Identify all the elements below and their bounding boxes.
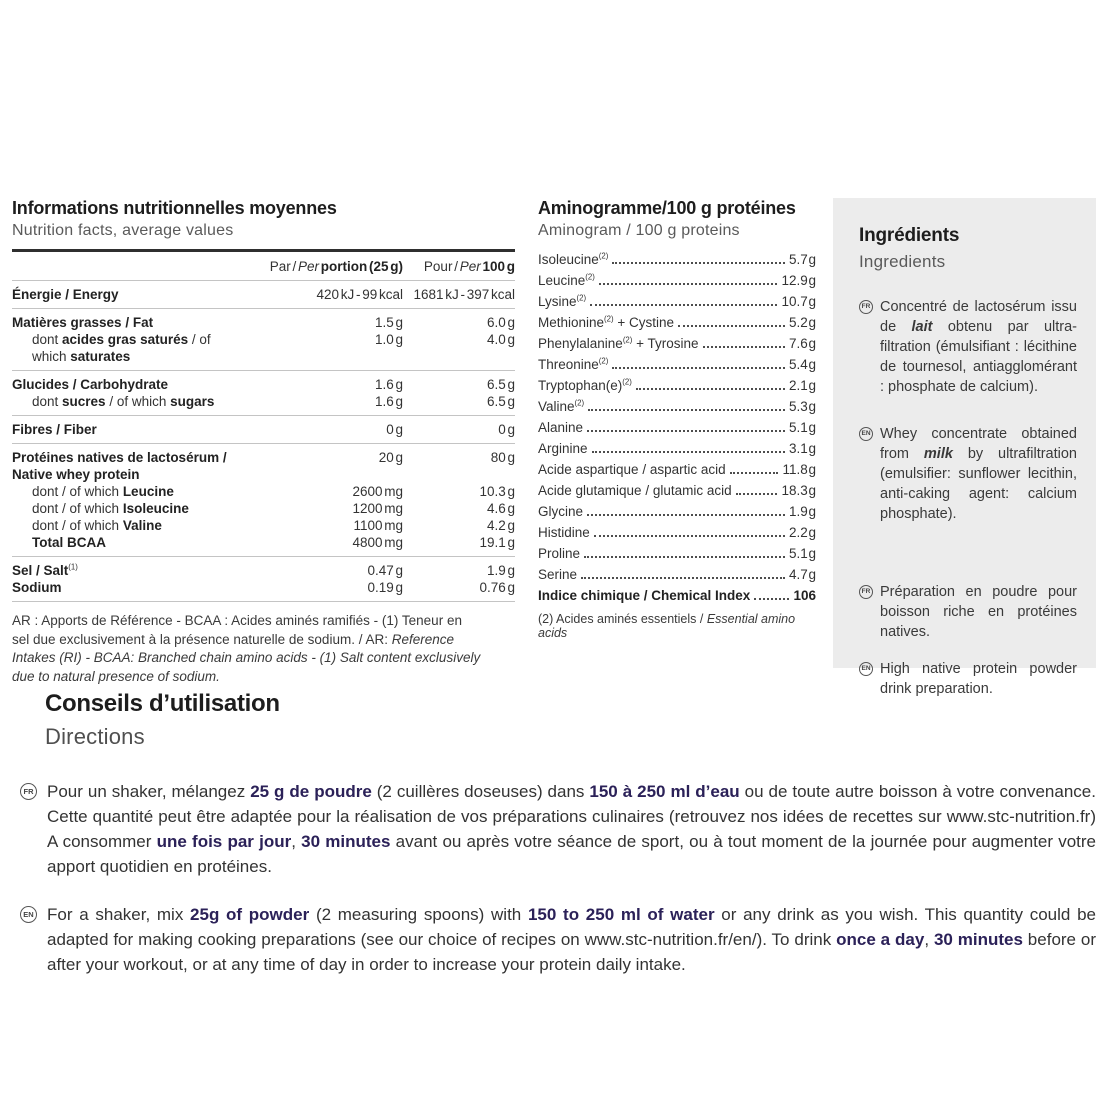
table-row xyxy=(12,393,515,410)
amino-name xyxy=(538,253,608,267)
superscript-note: (2) xyxy=(576,293,587,303)
text-segment: Total BCAA xyxy=(32,535,106,550)
text-segment: Glycine xyxy=(538,504,584,519)
row-label xyxy=(12,517,251,534)
nutrition-section xyxy=(12,198,515,686)
amino-value: 5.7 g xyxy=(788,252,816,267)
value-per-portion: 4800 mg xyxy=(352,535,403,550)
table-row xyxy=(12,562,515,579)
superscript-note: (1) xyxy=(68,562,78,572)
table-row-group xyxy=(12,281,515,309)
ingredients-box xyxy=(833,198,1096,697)
dotted-leader xyxy=(612,262,785,264)
dotted-leader xyxy=(636,388,785,390)
text-segment: Tryptophan(e) xyxy=(538,378,623,393)
text-segment: Serine xyxy=(538,567,578,582)
dotted-leader xyxy=(678,325,785,327)
dotted-leader xyxy=(754,598,789,600)
aminogram-item xyxy=(538,295,816,309)
text-segment: (2) Acides aminés essentiels / xyxy=(538,612,707,626)
aminogram-item xyxy=(538,547,816,561)
amino-value: 18.3 g xyxy=(781,483,816,498)
text-segment: Par / xyxy=(269,259,298,274)
text-segment: / of which xyxy=(32,332,211,364)
dotted-leader xyxy=(581,577,785,579)
text-segment: saturates xyxy=(70,349,131,364)
text-segment: Histidine xyxy=(538,525,590,540)
table-row xyxy=(12,376,515,393)
nutrition-table-header xyxy=(12,252,515,281)
text-segment: Alanine xyxy=(538,420,584,435)
aminogram-item xyxy=(538,442,816,456)
text-segment: Phenylalanine xyxy=(538,336,623,351)
row-label xyxy=(12,393,251,410)
amino-value: 3.1 g xyxy=(788,441,816,456)
text-segment: Leucine xyxy=(538,273,586,288)
text-segment: Reference Intakes (RI) - BCAA: Branched chain amino acids - (1) Salt content exclusively due to natural presence of sodium. xyxy=(12,631,481,684)
text-segment: milk xyxy=(923,446,953,462)
value-per-portion: 0 g xyxy=(386,422,403,437)
directions-text xyxy=(47,902,1096,977)
value-per-portion: 1.6 g xyxy=(374,377,403,392)
column-header-per-100g xyxy=(403,259,515,274)
aminogram-item xyxy=(538,568,816,582)
table-row xyxy=(12,534,515,551)
amino-value: 5.1 g xyxy=(788,546,816,561)
value-per-100g: 6.5 g xyxy=(486,377,515,392)
text-segment: 150 to 250 ml of water xyxy=(527,905,715,924)
lang-badge-en-icon: EN xyxy=(859,427,873,441)
value-per-portion: 1.5 g xyxy=(374,315,403,330)
amino-value: 5.3 g xyxy=(788,399,816,414)
text-segment: portion (25 g) xyxy=(320,259,403,274)
value-per-portion: 1100 mg xyxy=(353,518,403,533)
text-segment: / of which xyxy=(105,394,171,409)
value-per-100g: 6.5 g xyxy=(486,394,515,409)
lang-badge-fr-icon: FR xyxy=(859,300,873,314)
ingredients-subtitle: Ingredients xyxy=(859,252,946,271)
row-label xyxy=(12,449,251,483)
text-segment: Sel / Salt xyxy=(12,563,69,578)
aminogram-item xyxy=(538,463,816,477)
text-segment: dont / of which xyxy=(32,484,123,499)
aminogram-item xyxy=(538,316,816,330)
text-segment: Isoleucine xyxy=(538,252,599,267)
value-per-100g: 4.2 g xyxy=(486,518,515,533)
aminogram-item xyxy=(538,505,816,519)
amino-name xyxy=(538,484,732,498)
dotted-leader xyxy=(587,430,785,432)
text-segment: avant ou après votre séance de sport, ou à tout moment de la journée pour augmenter votre apport quotidien en protéines. xyxy=(47,832,1096,876)
table-row xyxy=(12,483,515,500)
value-per-portion: 1.6 g xyxy=(374,394,403,409)
nutrition-footnote xyxy=(12,612,515,686)
amino-name xyxy=(538,358,608,372)
text-segment: Fibres / Fiber xyxy=(12,422,97,437)
text-segment: + Tyrosine xyxy=(632,336,699,351)
aminogram-item xyxy=(538,337,816,351)
dotted-leader xyxy=(736,493,778,495)
value-per-100g: 1681 kJ - 397 kcal xyxy=(413,287,515,302)
amino-name xyxy=(538,316,674,330)
amino-value: 5.2 g xyxy=(788,315,816,330)
value-per-portion: 1200 mg xyxy=(352,501,403,516)
text-segment: Essential amino acids xyxy=(538,612,796,640)
text-segment: + Cystine xyxy=(613,315,675,330)
dotted-leader xyxy=(730,472,779,474)
row-label xyxy=(12,421,251,438)
aminogram-item xyxy=(538,421,816,435)
value-per-100g: 4.0 g xyxy=(486,332,515,347)
value-per-portion: 20 g xyxy=(378,450,403,465)
value-per-100g: 10.3 g xyxy=(479,484,515,499)
ingredients-list xyxy=(859,297,1077,699)
text-segment: For a shaker, mix xyxy=(47,905,191,924)
text-segment: Per xyxy=(297,259,321,274)
row-label xyxy=(12,483,251,500)
aminogram-item xyxy=(538,526,816,540)
amino-name xyxy=(538,463,726,477)
table-row xyxy=(12,500,515,517)
lang-badge-fr-icon: FR xyxy=(859,585,873,599)
text-segment: ou de toute autre boisson à votre convenance. Cette quantité peut être adaptée pour la réalisation de vos préparations culinaires (retrouvez nos idées de recettes sur www.stc-nutrition.fr) A consommer xyxy=(47,782,1096,851)
text-segment: by ultrafiltration (emulsifier: sunflower lecithin, anti-caking agent: calcium phosphate). xyxy=(880,446,1078,522)
aminogram-item xyxy=(538,400,816,414)
text-segment: Leucine xyxy=(122,484,174,499)
aminogram-list xyxy=(538,253,816,603)
text-segment: 25g of powder xyxy=(190,905,310,924)
table-row xyxy=(12,314,515,331)
text-segment: 25 g de poudre xyxy=(250,782,372,801)
amino-value: 5.1 g xyxy=(788,420,816,435)
superscript-note: (2) xyxy=(598,356,609,366)
amino-name xyxy=(538,568,577,582)
row-label xyxy=(12,286,251,303)
aminogram-item xyxy=(538,358,816,372)
aminogram-title: Aminogramme/100 g protéines xyxy=(538,198,796,218)
text-segment: , xyxy=(924,930,934,949)
text-segment: Acide glutamique / glutamic acid xyxy=(538,483,732,498)
superscript-note: (2) xyxy=(585,272,595,282)
text-segment: 30 minutes xyxy=(933,930,1023,949)
text-segment: sucres xyxy=(62,394,106,409)
value-per-100g: 1.9 g xyxy=(486,563,515,578)
ingredient-text xyxy=(880,424,1077,524)
text-segment: lait xyxy=(911,319,933,335)
aminogram-subtitle: Aminogram / 100 g proteins xyxy=(538,222,740,239)
table-row-group xyxy=(12,416,515,444)
text-segment: Threonine xyxy=(538,357,599,372)
text-segment: dont xyxy=(32,394,63,409)
superscript-note: (2) xyxy=(598,251,609,261)
text-segment: Sodium xyxy=(12,580,62,595)
amino-name xyxy=(538,547,580,561)
amino-value: 10.7 g xyxy=(781,294,816,309)
text-segment: Lysine xyxy=(538,294,577,309)
text-segment: Matières grasses / Fat xyxy=(12,315,154,330)
text-segment: before or after your workout, or at any time of day in order to increase your protein daily intake. xyxy=(47,930,1097,974)
dotted-leader xyxy=(594,535,785,537)
text-segment: dont xyxy=(32,332,63,347)
superscript-note: (2) xyxy=(622,335,633,345)
row-label xyxy=(12,376,251,393)
value-per-portion: 0.19 g xyxy=(367,580,403,595)
table-row xyxy=(12,449,515,483)
text-segment: Methionine xyxy=(538,315,605,330)
row-label xyxy=(12,331,251,365)
table-row xyxy=(12,286,515,303)
value-per-100g: 19.1 g xyxy=(479,535,515,550)
superscript-note: (2) xyxy=(574,398,585,408)
aminogram-item xyxy=(538,253,816,267)
text-segment: Protéines natives de lactosérum / Native whey protein xyxy=(12,450,227,482)
aminogram-footnote xyxy=(538,612,816,640)
text-segment: Proline xyxy=(538,546,581,561)
amino-value: 2.1 g xyxy=(788,378,816,393)
value-per-100g: 0.76 g xyxy=(479,580,515,595)
amino-name xyxy=(538,400,584,414)
text-segment: Glucides / Carbohydrate xyxy=(12,377,169,392)
amino-name xyxy=(538,274,595,288)
dotted-leader xyxy=(587,514,785,516)
text-segment: Valine xyxy=(122,518,162,533)
directions-paragraph xyxy=(20,902,1096,977)
directions-paragraphs xyxy=(20,779,1096,977)
row-label xyxy=(12,500,251,517)
value-per-portion: 0.47 g xyxy=(367,563,403,578)
lang-badge-en-icon: EN xyxy=(20,906,37,923)
row-label xyxy=(12,562,251,579)
text-segment: Préparation en poudre pour boisson riche en protéines natives. xyxy=(880,584,1077,640)
amino-name xyxy=(538,442,588,456)
column-header-per-portion xyxy=(251,259,403,274)
amino-name xyxy=(538,337,699,351)
row-label xyxy=(12,579,251,596)
table-row xyxy=(12,517,515,534)
text-segment: Per xyxy=(459,259,483,274)
text-segment: (2 cuillères doseuses) dans xyxy=(371,782,590,801)
text-segment: , xyxy=(291,832,302,851)
text-segment: une fois par jour xyxy=(156,832,292,851)
ingredient-bullet xyxy=(859,582,1077,642)
row-label xyxy=(12,534,251,551)
dotted-leader xyxy=(612,367,785,369)
ingredient-bullet xyxy=(859,424,1077,524)
dotted-leader xyxy=(584,556,785,558)
amino-value: 5.4 g xyxy=(788,357,816,372)
value-per-100g: 6.0 g xyxy=(486,315,515,330)
amino-name xyxy=(538,379,632,393)
text-segment: Énergie / Energy xyxy=(12,287,119,302)
text-segment: or any drink as you wish. This quantity could be adapted for making cooking preparations (see our choice of recipes on www.stc-nutrition.fr/en/). To drink xyxy=(47,905,1096,949)
table-row-group xyxy=(12,309,515,371)
table-row-group xyxy=(12,444,515,557)
text-segment: 30 minutes xyxy=(301,832,391,851)
text-segment: dont / of which xyxy=(32,518,123,533)
amino-value: 4.7 g xyxy=(788,567,816,582)
row-label xyxy=(12,314,251,331)
text-segment: acides gras saturés xyxy=(62,332,189,347)
text-segment: sugars xyxy=(170,394,215,409)
value-per-portion: 420 kJ - 99 kcal xyxy=(316,287,403,302)
dotted-leader xyxy=(588,409,785,411)
amino-value: 106 xyxy=(793,588,816,603)
text-segment: 100 g xyxy=(482,259,515,274)
text-segment: Isoleucine xyxy=(122,501,189,516)
text-segment: (2 measuring spoons) with xyxy=(309,905,528,924)
text-segment: 150 à 250 ml d’eau xyxy=(589,782,740,801)
superscript-note: (2) xyxy=(622,377,632,387)
aminogram-section xyxy=(538,198,816,640)
table-row xyxy=(12,421,515,438)
table-row xyxy=(12,331,515,365)
text-segment: High native protein powder drink preparation. xyxy=(880,661,1077,697)
text-segment: Concentré de lactosérum issu de xyxy=(880,299,1077,335)
value-per-100g: 80 g xyxy=(490,450,515,465)
aminogram-item xyxy=(538,484,816,498)
dotted-leader xyxy=(590,304,777,306)
ingredient-text xyxy=(880,297,1077,397)
amino-value: 2.2 g xyxy=(788,525,816,540)
dotted-leader xyxy=(599,283,778,285)
aminogram-item xyxy=(538,589,816,603)
amino-name xyxy=(538,295,586,309)
ingredient-text xyxy=(880,582,1077,642)
value-per-100g: 0 g xyxy=(498,422,515,437)
amino-value: 1.9 g xyxy=(788,504,816,519)
text-segment: Whey concentrate obtained from xyxy=(880,426,1077,462)
aminogram-item xyxy=(538,274,816,288)
table-row-group xyxy=(12,371,515,416)
table-row xyxy=(12,579,515,596)
text-segment: Pour / xyxy=(423,259,460,274)
ingredients-title: Ingrédients xyxy=(859,225,960,246)
dotted-leader xyxy=(592,451,785,453)
amino-value: 7.6 g xyxy=(788,336,816,351)
value-per-portion: 2600 mg xyxy=(352,484,403,499)
directions-text xyxy=(47,779,1096,879)
text-segment: Pour un shaker, mélangez xyxy=(47,782,251,801)
nutrition-title: Informations nutritionnelles moyennes xyxy=(12,198,337,218)
amino-value: 11.8 g xyxy=(782,462,816,477)
text-segment: obtenu par ultra-filtration (émulsifiant : lécithine de tournesol, antiagglomérant : phosphate de calcium). xyxy=(880,319,1077,395)
superscript-note: (2) xyxy=(604,314,614,324)
directions-paragraph xyxy=(20,779,1096,879)
directions-title: Conseils d’utilisation xyxy=(45,690,280,717)
text-segment: Indice chimique / Chemical Index xyxy=(538,588,751,603)
nutrition-table-body xyxy=(12,281,515,602)
table-row-group xyxy=(12,557,515,602)
text-segment: AR : Apports de Référence - BCAA : Acides aminés ramifiés - (1) Teneur en sel due exclusivement à la présence naturelle de sodium. / AR: xyxy=(12,613,462,647)
ingredient-bullet xyxy=(859,297,1077,397)
directions-section xyxy=(20,690,1096,1000)
amino-value: 12.9 g xyxy=(781,273,816,288)
text-segment: dont / of which xyxy=(32,501,123,516)
amino-name xyxy=(538,421,583,435)
nutrition-subtitle: Nutrition facts, average values xyxy=(12,222,234,239)
aminogram-item xyxy=(538,379,816,393)
text-segment: Valine xyxy=(538,399,575,414)
amino-name xyxy=(538,526,590,540)
lang-badge-en-icon: EN xyxy=(859,662,873,676)
text-segment: once a day xyxy=(836,930,925,949)
amino-name xyxy=(538,589,750,603)
text-segment: Arginine xyxy=(538,441,588,456)
value-per-portion: 1.0 g xyxy=(374,332,403,347)
dotted-leader xyxy=(703,346,785,348)
value-per-100g: 4.6 g xyxy=(486,501,515,516)
text-segment: Acide aspartique / aspartic acid xyxy=(538,462,726,477)
lang-badge-fr-icon: FR xyxy=(20,783,37,800)
directions-subtitle: Directions xyxy=(45,724,145,749)
amino-name xyxy=(538,505,583,519)
